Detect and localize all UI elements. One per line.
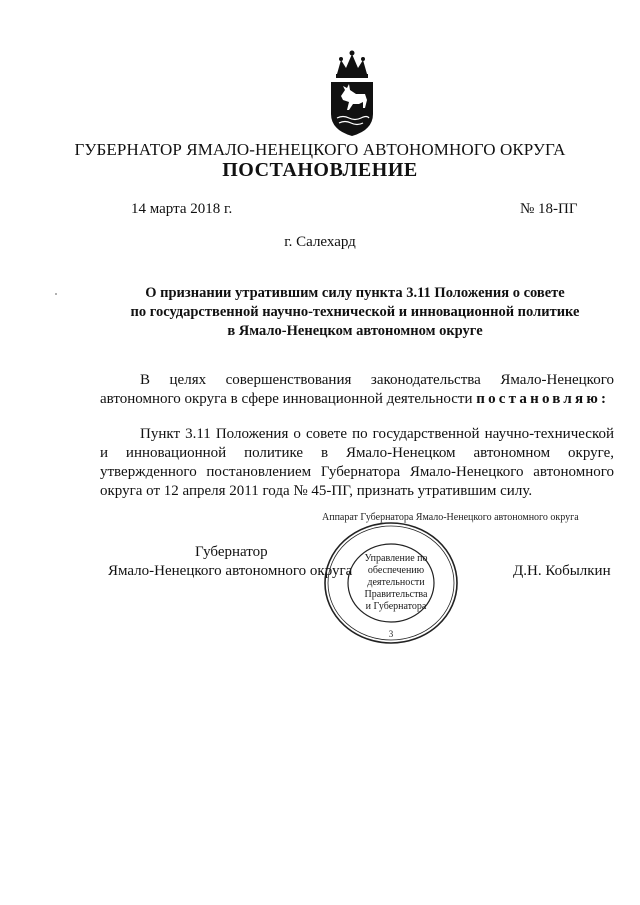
preamble-paragraph: [100, 371, 614, 409]
stamp-line: Управление по: [364, 553, 428, 564]
signatory-title: Губернатор: [195, 544, 268, 560]
stamp-center-text: [357, 553, 435, 613]
signatory-name: Д.Н. Кобылкин: [513, 563, 611, 579]
stamp-line: и Губернатора: [365, 601, 427, 612]
coat-of-arms-emblem: [323, 44, 381, 140]
stamp-line: деятельности: [367, 577, 425, 588]
signatory-region: Ямало-Ненецкого автономного округа: [108, 563, 353, 579]
document-date: 14 марта 2018 г.: [131, 201, 233, 217]
resolution-keyword: постановляю:: [476, 391, 610, 407]
issuing-authority: ГУБЕРНАТОР ЯМАЛО-НЕНЕЦКОГО АВТОНОМНОГО ОКРУГА: [74, 140, 566, 159]
document-title: [110, 284, 600, 341]
stamp-line: Правительства: [364, 589, 428, 600]
document-city: г. Салехард: [284, 234, 356, 250]
title-line: в Ямало-Ненецком автономном округе: [227, 323, 483, 339]
title-line: по государственной научно-технической и инновационной политике: [130, 304, 580, 320]
resolution-paragraph: Пункт 3.11 Положения о совете по государственной научно-технической и инновационной политике в Ямало-Ненецком автономном округе, утвержденного постановлением Губернатора Ямало-Ненецкого автономного округа от 12 апреля 2011 года № 45-ПГ, признать утратившим силу.: [100, 426, 614, 499]
scan-speck: [55, 293, 57, 295]
stamp-number: 3: [388, 629, 394, 639]
stamp-ring-text: Аппарат Губернатора Ямало-Ненецкого автономного округа: [322, 512, 579, 523]
title-line: О признании утратившим силу пункта 3.11 Положения о совете: [145, 285, 565, 301]
document-number: № 18-ПГ: [520, 201, 578, 217]
stamp-line: обеспечению: [367, 565, 425, 576]
document-type: ПОСТАНОВЛЕНИЕ: [222, 159, 418, 181]
preamble-text: В целях совершенствования законодательства Ямало-Ненецкого автономного округа в сфере инновационной деятельности: [100, 372, 614, 407]
